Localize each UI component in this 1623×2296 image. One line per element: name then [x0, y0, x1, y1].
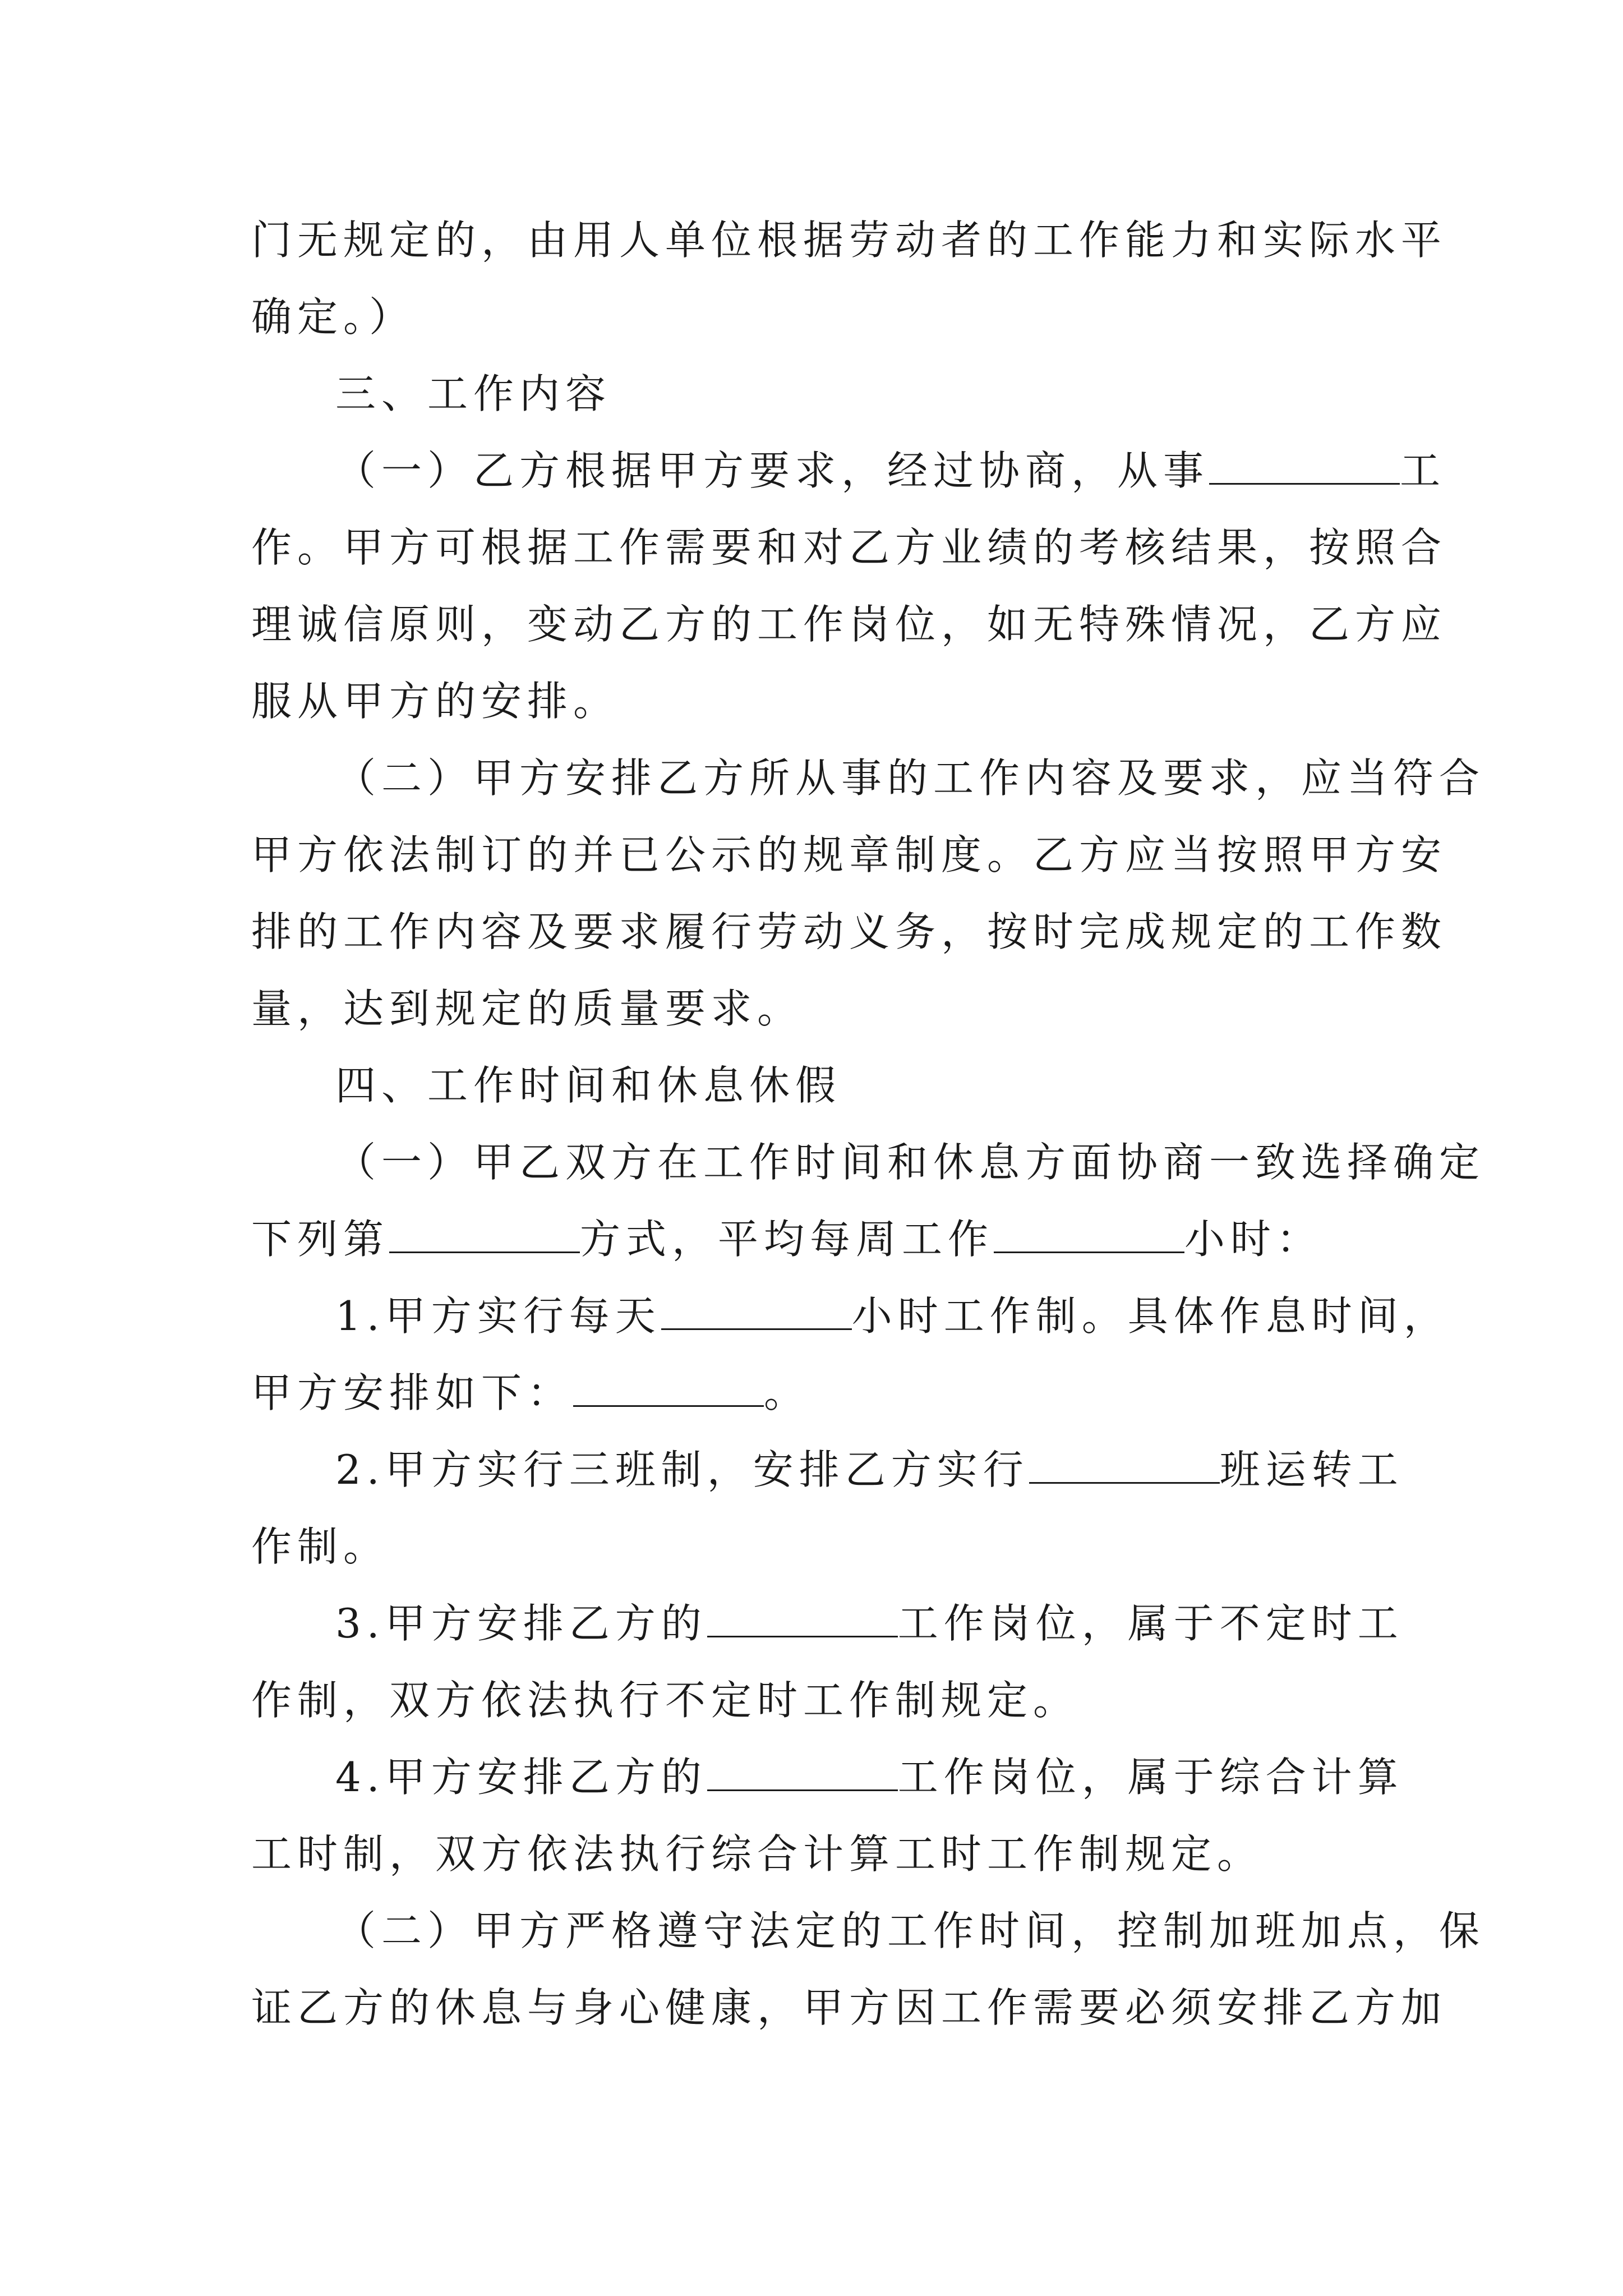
text-line: 工时制，双方依法执行综合计算工时工作制规定。: [251, 1830, 1264, 1878]
text-line: 证乙方的休息与身心健康，甲方因工作需要必须安排乙方加: [251, 1984, 1447, 2031]
text-line: [251, 1278, 1450, 1355]
text-line: [251, 1355, 1384, 1432]
text-line: 门无规定的，由用人单位根据劳动者的工作能力和实际水平: [251, 217, 1447, 264]
text-line: 排的工作内容及要求履行劳动义务，按时完成规定的工作数: [251, 908, 1447, 955]
text-line: 理诚信原则，变动乙方的工作岗位，如无特殊情况，乙方应: [251, 601, 1447, 648]
text-segment: 工作岗位，属于不定时工: [897, 1600, 1404, 1647]
fill-in-blank: [661, 1296, 852, 1330]
text-line: 作制。: [251, 1523, 390, 1570]
text-line: [251, 1432, 1404, 1508]
text-line: [251, 1585, 1404, 1662]
text-line: 甲方依法制订的并已公示的规章制度。乙方应当按照甲方安: [251, 831, 1447, 878]
section-heading: 四、工作时间和休息休假: [335, 1062, 842, 1109]
text-segment: 甲方安排如下：: [251, 1369, 574, 1416]
text-line: 作制，双方依法执行不定时工作制规定。: [251, 1677, 1080, 1724]
document-page: [251, 202, 1486, 2046]
text-segment: 4.甲方安排乙方的: [335, 1754, 707, 1801]
text-line: （二）甲方安排乙方所从事的工作内容及要求，应当符合: [335, 754, 1486, 802]
fill-in-blank: [389, 1219, 580, 1253]
text-segment: 3.甲方安排乙方的: [335, 1600, 707, 1647]
text-line: （二）甲方严格遵守法定的工作时间，控制加班加点，保: [335, 1907, 1486, 1954]
fill-in-blank: [707, 1757, 898, 1791]
text-line: 作。甲方可根据工作需要和对乙方业绩的考核结果，按照合: [251, 524, 1447, 571]
text-line: [251, 1739, 1404, 1816]
text-line: （一）甲乙双方在工作时间和休息方面协商一致选择确定: [335, 1139, 1486, 1186]
text-segment: 下列第: [251, 1216, 390, 1263]
text-segment: 方式，平均每周工作: [580, 1216, 994, 1263]
text-segment: 工: [1400, 447, 1446, 494]
text-segment: 班运转工: [1219, 1446, 1404, 1493]
text-segment: 2.甲方实行三班制，安排乙方实行: [335, 1446, 1029, 1493]
text-line: 量，达到规定的质量要求。: [251, 985, 804, 1032]
text-segment: 小时：: [1184, 1216, 1323, 1263]
fill-in-blank: [1209, 450, 1400, 485]
text-line: 服从甲方的安排。: [251, 678, 620, 725]
section-heading: 三、工作内容: [335, 370, 612, 417]
text-line: 确定。）: [251, 293, 416, 341]
text-segment: （一）乙方根据甲方要求，经过协商，从事: [335, 447, 1210, 494]
text-segment: 工作岗位，属于综合计算: [897, 1754, 1404, 1801]
fill-in-blank: [707, 1603, 898, 1637]
fill-in-blank: [573, 1373, 764, 1407]
text-line: [251, 1201, 1384, 1278]
fill-in-blank: [1029, 1450, 1220, 1484]
text-segment: 1.甲方实行每天: [335, 1292, 661, 1340]
text-line: [251, 432, 1446, 509]
fill-in-blank: [994, 1219, 1184, 1253]
text-segment: 。: [764, 1369, 810, 1416]
text-segment: 小时工作制。具体作息时间，: [851, 1292, 1450, 1340]
